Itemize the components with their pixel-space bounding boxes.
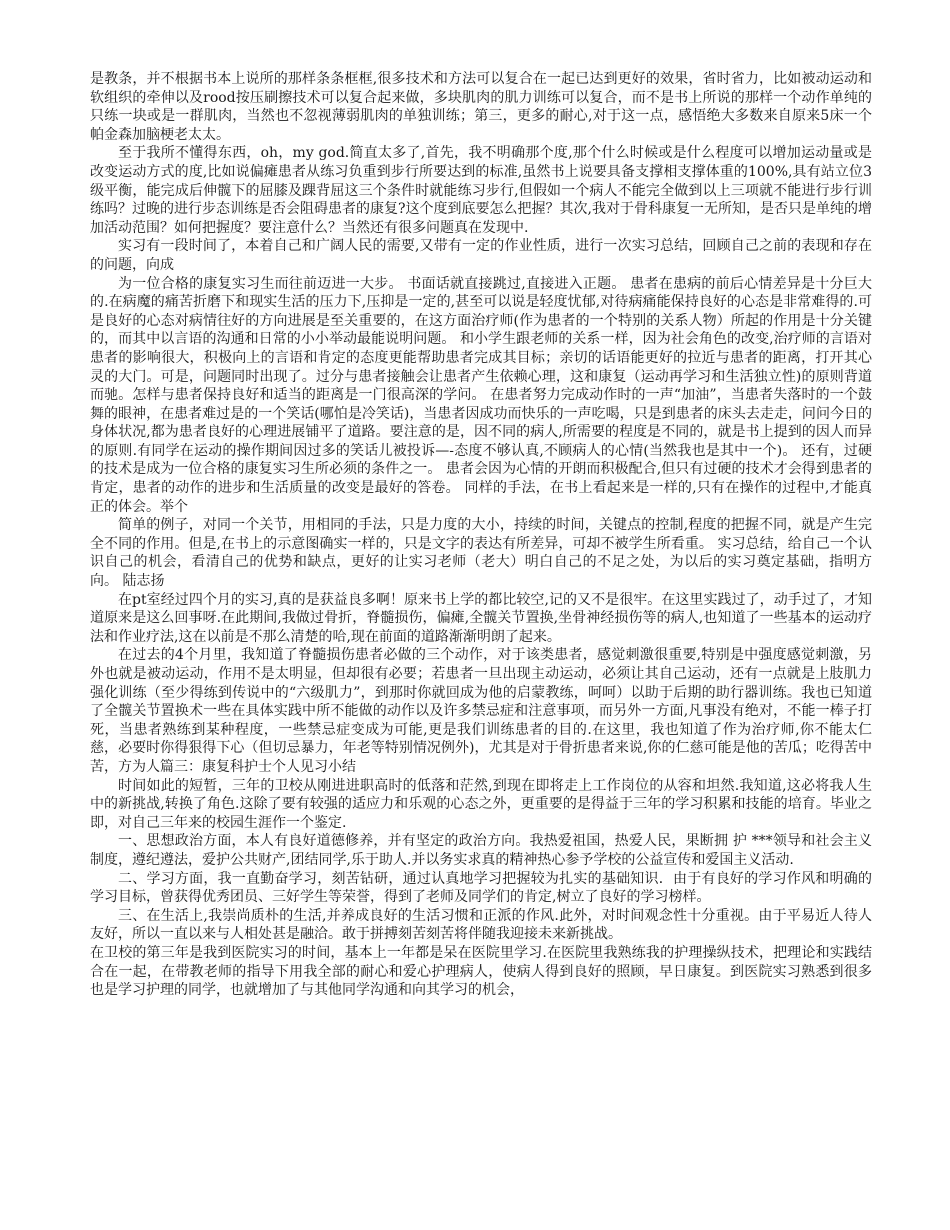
paragraph: 在pt室经过四个月的实习,真的是获益良多啊！原来书上学的都比较空,记的又不是很牢。在这里实践过了，动手过了，才知道原来是这么回事呀.在此期间,我做过骨折，脊髓损伤，偏瘫,全髋关节置换,坐骨神经损伤等的病人,也知道了一些基本的运动疗法和作业疗法,这在以前是不那么清楚的哈,现在前面的道路渐渐明朗了起来。 <box>90 591 872 645</box>
document-body <box>90 70 872 1000</box>
paragraph: 至于我所不懂得东西，oh，my god.简直太多了,首先，我不明确那个度,那个什么时候或是什么程度可以增加运动量或是改变运动方式的度,比如说偏瘫患者从练习负重到步行所要达到的标准,虽然书上说要具备支撑相支撑体重的100%,具有站立位3级平衡，能完成后伸髋下的屈膝及踝背屈这三个条件时就能练习步行,但假如一个病人不能完全做到以上三项就不能进行步行训练吗？过晚的进行步态训练是否会阻碍患者的康复?这个度到底要怎么把握？其次,我对于骨科康复一无所知，是否只是单纯的增加活动范围？如何把握度？要注意什么？当然还有很多问题真在发现中. <box>90 145 872 236</box>
paragraph: 是教条，并不根据书本上说所的那样条条框框,很多技术和方法可以复合在一起已达到更好的效果，省时省力，比如被动运动和软组织的牵伸以及rood按压刷擦技术可以复合起来做，多块肌肉的肌力训练可以复合，而不是书上所说的那样一个动作单纯的只练一块或是一群肌肉，当然也不忽视薄弱肌肉的单独训练；第三，更多的耐心,对于这一点，感悟绝大多数来自原来5床一个帕金森加脑梗老太太。 <box>90 71 872 143</box>
paragraph: 时间如此的短暂，三年的卫校从刚进进职高时的低落和茫然,到现在即将走上工作岗位的从容和坦然.我知道,这必将我人生中的新挑战,转换了角色.这除了要有较强的适应力和乐观的心态之外，更重要的是得益于三年的学习积累和技能的培育。毕业之即，对自己三年来的校园生涯作一个鉴定. <box>90 777 872 831</box>
paragraph: 二、学习方面，我一直勤奋学习，刻苦钻研，通过认真地学习把握较为扎实的基础知识．由于有良好的学习作风和明确的学习目标，曾获得优秀团员、三好学生等荣誉，得到了老师及同学们的肯定,树立了良好的学习榜样。 <box>90 870 872 906</box>
paragraph: 在卫校的第三年是我到医院实习的时间，基本上一年都是呆在医院里学习.在医院里我熟练我的护理操纵技术，把理论和实践结合在一起，在带教老师的指导下用我全部的耐心和爱心护理病人，使病人得到良好的照顾，早日康复。到医院实习熟悉到很多也是学习护理的同学，也就增加了与其他同学沟通和向其学习的机会， <box>90 944 872 999</box>
paragraph: 在过去的4个月里，我知道了脊髓损伤患者必做的三个动作，对于该类患者，感觉刺激很重要,特别是中强度感觉刺激，另外也就是被动运动，作用不是太明显，但却很有必要；若患者一旦出现主动运动，必须让其自己运动，还有一点就是上肢肌力强化训练（至少得练到传说中的“六级肌力”，到那时你就回成为他的启蒙教练，呵呵）以助于后期的助行器训练。我也已知道了全髋关节置换术一些在具体实践中所不能做的动作以及许多禁忌症和注意事项，而另外一方面,凡事没有绝对，不能一棒子打死，当患者熟练到某种程度，一些禁忌症变成为可能,更是我们训练患者的目的.在这里，我也知道了作为治疗师,你不能太仁慈，必要时你得狠得下心（但切忌暴力，年老等特别情况例外)，尤其是对于骨折患者来说,你的仁慈可能是他的苦瓜；吃得苦中苦，方为人篇三：康复科护士个人见习小结 <box>90 647 872 775</box>
paragraph: 实习有一段时间了，本着自己和广阔人民的需要,又带有一定的作业性质，进行一次实习总结，回顾自己之前的表现和存在的问题，向成 <box>90 238 872 273</box>
paragraph: 三、在生活上,我崇尚质朴的生活,并养成良好的生活习惯和正派的作风.此外，对时间观念性十分重视。由于平易近人待人友好，所以一直以来与人相处甚是融洽。敢于拼搏刻苦刻苦将伴随我迎接未来新挑战。 <box>90 907 872 943</box>
paragraph: 一、思想政治方面，本人有良好道德修养，并有坚定的政治方向。我热爱祖国，热爱人民，果断拥 护 ***领导和社会主义制度，遵纪遵法，爱护公共财产,团结同学,乐于助人.并以务实求真的精神热心参予学校的公益宣传和爱国主义活动. <box>90 833 872 868</box>
paragraph: 简单的例子，对同一个关节，用相同的手法，只是力度的大小，持续的时间，关键点的控制,程度的把握不同，就是产生完全不同的作用。但是,在书上的示意图确实一样的，只是文字的表达有所差异，可却不被学生所看重。 实习总结，给自己一个认识自己的机会，看清自己的优势和缺点，更好的让实习老师（老大）明白自己的不足之处，为以后的实习奠定基础，指明方向。 陆志扬 <box>90 517 872 590</box>
paragraph: 为一位合格的康复实习生而往前迈进一大步。 书面话就直接跳过,直接进入正题。 患者在患病的前后心情差异是十分巨大的.在病魔的痛苦折磨下和现实生活的压力下,压抑是一定的,甚至可以说是轻度忧郁,对待病痛能保持良好的心态是非常难得的.可是良好的心态对病情往好的方向进展是至关重要的，在这方面治疗师(作为患者的一个特别的关系人物）所起的作用是十分关键的，而其中以言语的沟通和日常的小小举动最能说明问题。 和小学生跟老师的关系一样，因为社会角色的改变,治疗师的言语对患者的影响很大，积极向上的言语和肯定的态度更能帮助患者完成其目标；亲切的话语能更好的拉近与患者的距离，打开其心灵的大门。可是，问题同时出现了。过分与患者接触会让患者产生依赖心理，这和康复（运动再学习和生活独立性)的原则背道而驰。怎样与患者保持良好和适当的距离是一门很高深的学问。 在患者努力完成动作时的一声“加油”，当患者失落时的一个鼓舞的眼神，在患者难过是的一个笑话(哪怕是冷笑话)，当患者因成功而快乐的一声吃喝，只是到患者的床头去走走，问问今日的身体状况,都为患者良好的心理进展铺平了道路。要注意的是，因不同的病人,所需要的程度是不同的，就是书上提到的因人而异的原则.有同学在运动的操作期间因过多的笑话儿被投诉—-态度不够认真,不顾病人的心情(当然我也是其中一个)。 还有，过硬的技术是成为一位合格的康复实习生所必须的条件之一。 患者会因为心情的开朗而积极配合,但只有过硬的技术才会得到患者的肯定，患者的动作的进步和生活质量的改变是最好的答卷。 同样的手法，在书上看起来是一样的,只有在操作的过程中,才能真正的体会。举个 <box>90 275 872 515</box>
